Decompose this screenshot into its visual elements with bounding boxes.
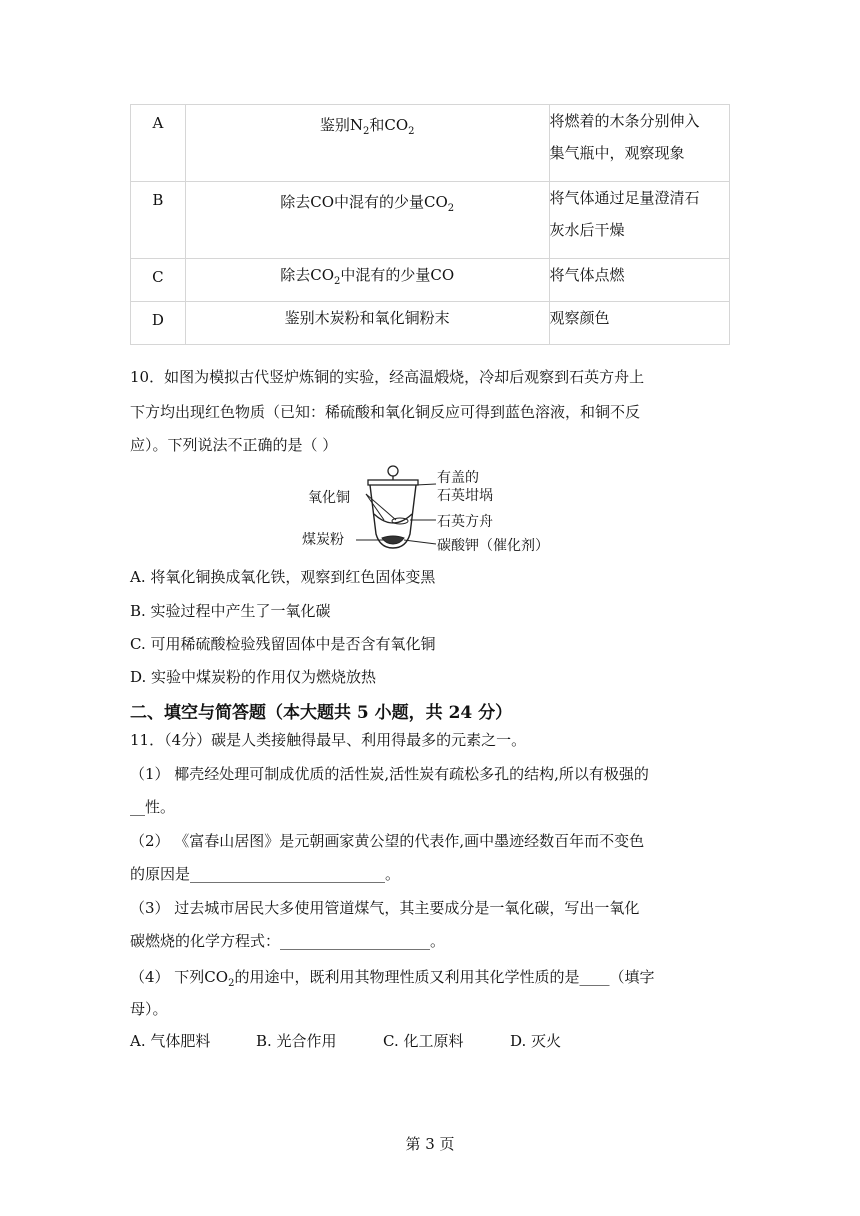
op-text: 中混有的少量CO	[340, 266, 455, 284]
q10-option: A. 将氧化铜换成氧化铁，观察到红色固体变黑	[130, 568, 436, 586]
label-coal-powder: 煤炭粉	[302, 532, 344, 548]
q11-choices	[130, 1031, 561, 1051]
label-catalyst: 碳酸钾（催化剂）	[437, 538, 549, 554]
choice: B. 光合作用	[256, 1032, 337, 1050]
q11-part	[130, 967, 654, 994]
q10-option: D. 实验中煤炭粉的作用仅为燃烧放热	[130, 668, 377, 686]
q11-part: __性。	[130, 798, 176, 816]
row-action	[549, 182, 729, 259]
action-line: 将气体点燃	[549, 266, 625, 284]
q11-p4-subscript: 2	[228, 978, 235, 989]
row-action	[549, 302, 729, 345]
op-subscript: 2	[408, 126, 415, 137]
action-line: 灰水后干燥	[549, 221, 625, 239]
op-subscript: 2	[334, 276, 341, 287]
op-text: 和CO	[369, 116, 409, 134]
row-letter: A	[131, 105, 186, 182]
q11-part: 母）。	[130, 1000, 168, 1018]
q11-part: （3） 过去城市居民大多使用管道煤气，其主要成分是一氧化碳，写出一氧化	[130, 899, 640, 917]
q10-option: C. 可用稀硫酸检验残留固体中是否含有氧化铜	[130, 635, 436, 653]
action-line: 将燃着的木条分别伸入	[549, 112, 700, 130]
row-operation	[185, 259, 549, 302]
table-row	[131, 105, 730, 182]
options-table	[130, 104, 730, 345]
row-operation	[185, 302, 549, 345]
op-subscript: 2	[447, 203, 455, 214]
op-text: 鉴别N	[319, 116, 363, 134]
op-text: 除去CO	[280, 266, 334, 284]
op-subscript: 2	[362, 126, 370, 137]
row-operation	[185, 105, 549, 182]
row-letter: D	[131, 302, 186, 345]
q10-line: 应）。下列说法不正确的是（ ）	[130, 436, 338, 454]
q11-part: 的原因是__________________________。	[130, 865, 401, 883]
choice: D. 灭火	[510, 1032, 562, 1050]
label-lid-line1: 有盖的	[437, 470, 479, 486]
label-lid-line2: 石英坩埚	[437, 488, 493, 504]
q11-p4-text: （4） 下列CO	[130, 968, 229, 986]
section-heading: 二、填空与简答题（本大题共 5 小题，共 24 分）	[130, 703, 513, 723]
label-copper-oxide: 氧化铜	[308, 490, 350, 506]
label-boat: 石英方舟	[437, 514, 493, 530]
row-action	[549, 259, 729, 302]
row-operation	[185, 182, 549, 259]
q10-option: B. 实验过程中产生了一氧化碳	[130, 602, 331, 620]
page-number: 第 3 页	[405, 1135, 455, 1153]
table-row	[131, 259, 730, 302]
choice: C. 化工原料	[383, 1032, 464, 1050]
row-letter: C	[131, 259, 186, 302]
q11-part: （2） 《富春山居图》是元朝画家黄公望的代表作,画中墨迹经数百年而不变色	[130, 832, 645, 850]
row-letter: B	[131, 182, 186, 259]
q11-intro: 11．（4分）碳是人类接触得最早、利用得最多的元素之一。	[130, 731, 527, 749]
choice: A. 气体肥料	[130, 1032, 211, 1050]
op-text: 除去CO中混有的少量CO	[280, 193, 448, 211]
table-row	[131, 182, 730, 259]
furnace-diagram	[300, 462, 562, 558]
action-line: 观察颜色	[549, 309, 610, 327]
q11-p4-text: 的用途中，既利用其物理性质又利用其化学性质的是____（填字	[234, 968, 655, 986]
q11-part: （1） 椰壳经处理可制成优质的活性炭,活性炭有疏松多孔的结构,所以有极强的	[130, 765, 649, 783]
op-text: 鉴别木炭粉和氧化铜粉末	[284, 309, 450, 327]
row-action	[549, 105, 729, 182]
q10-line: 下方均出现红色物质（已知：稀硫酸和氧化铜反应可得到蓝色溶液，和铜不反	[130, 403, 641, 421]
action-line: 将气体通过足量澄清石	[549, 189, 700, 207]
table-row	[131, 302, 730, 345]
q10-line: 10．如图为模拟古代竖炉炼铜的实验，经高温煅烧，冷却后观察到石英方舟上	[130, 368, 645, 386]
action-line: 集气瓶中，观察现象	[549, 144, 685, 162]
q11-part: 碳燃烧的化学方程式：____________________。	[130, 932, 446, 950]
